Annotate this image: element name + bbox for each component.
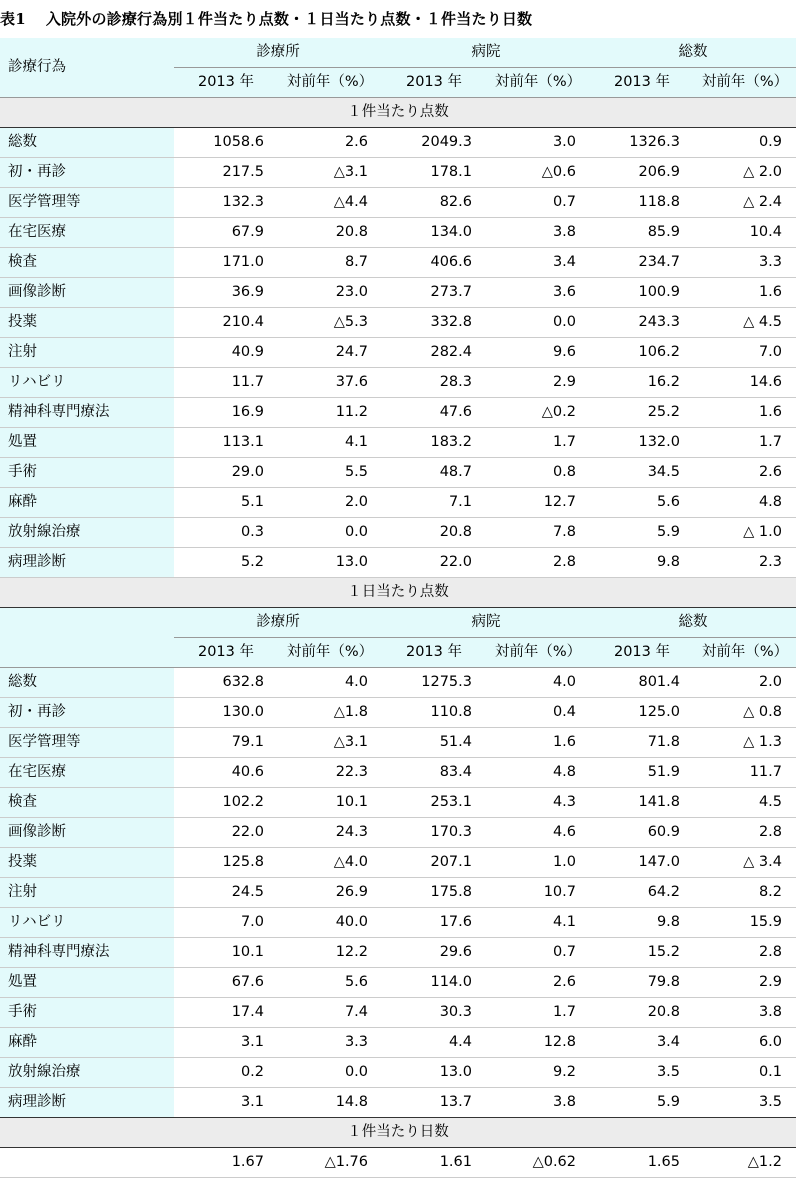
cell-value: 4.4 xyxy=(382,1028,486,1058)
table-row xyxy=(0,368,796,398)
cell-value: 1326.3 xyxy=(590,128,694,158)
cell-value: 8.2 xyxy=(694,878,796,908)
cell-value: 51.9 xyxy=(590,758,694,788)
cell-value: 17.4 xyxy=(174,998,278,1028)
cell-value: 0.8 xyxy=(486,458,590,488)
row-label-empty xyxy=(0,1148,174,1178)
cell-value: 632.8 xyxy=(174,668,278,698)
cell-value: 9.6 xyxy=(486,338,590,368)
row-label: 画像診断 xyxy=(0,818,174,848)
row-label: 病理診断 xyxy=(0,1088,174,1118)
medical-points-table xyxy=(0,38,796,1178)
table-number: 表1 xyxy=(0,10,26,28)
table-row xyxy=(0,488,796,518)
table-row xyxy=(0,998,796,1028)
row-label: 手術 xyxy=(0,998,174,1028)
row-label: 初・再診 xyxy=(0,698,174,728)
section-title: １件当たり日数 xyxy=(0,1118,796,1148)
cell-value: 5.6 xyxy=(590,488,694,518)
cell-value: 20.8 xyxy=(382,518,486,548)
cell-value: 100.9 xyxy=(590,278,694,308)
header-sub-2: 2013 年 xyxy=(382,68,486,98)
cell-value: 0.9 xyxy=(694,128,796,158)
cell-value: 60.9 xyxy=(590,818,694,848)
table-row xyxy=(0,818,796,848)
cell-value: 82.6 xyxy=(382,188,486,218)
cell-value: 9.2 xyxy=(486,1058,590,1088)
cell-value: △1.2 xyxy=(694,1148,796,1178)
header-sub-5: 対前年（%） xyxy=(694,68,796,98)
cell-value: 40.6 xyxy=(174,758,278,788)
cell-value: 0.0 xyxy=(278,518,382,548)
cell-value: 1.6 xyxy=(694,278,796,308)
table-row xyxy=(0,518,796,548)
cell-value: △3.1 xyxy=(278,728,382,758)
cell-value: △ 4.5 xyxy=(694,308,796,338)
table-row xyxy=(0,878,796,908)
cell-value: 22.3 xyxy=(278,758,382,788)
cell-value: 10.7 xyxy=(486,878,590,908)
row-label: 処置 xyxy=(0,968,174,998)
cell-value: 3.1 xyxy=(174,1028,278,1058)
section-title: １件当たり点数 xyxy=(0,98,796,128)
cell-value: 13.7 xyxy=(382,1088,486,1118)
cell-value: 171.0 xyxy=(174,248,278,278)
header-row-groups xyxy=(0,608,796,638)
cell-value: 10.1 xyxy=(174,938,278,968)
cell-value: 134.0 xyxy=(382,218,486,248)
cell-value: △3.1 xyxy=(278,158,382,188)
cell-value: 2.3 xyxy=(694,548,796,578)
table-row xyxy=(0,398,796,428)
cell-value: 10.4 xyxy=(694,218,796,248)
cell-value: △1.76 xyxy=(278,1148,382,1178)
cell-value: 67.9 xyxy=(174,218,278,248)
cell-value: 6.0 xyxy=(694,1028,796,1058)
cell-value: 12.2 xyxy=(278,938,382,968)
cell-value: 3.3 xyxy=(694,248,796,278)
cell-value: 22.0 xyxy=(174,818,278,848)
table-row xyxy=(0,668,796,698)
cell-value: 2.8 xyxy=(694,818,796,848)
cell-value: 332.8 xyxy=(382,308,486,338)
header-sub-1: 対前年（%） xyxy=(278,68,382,98)
table-row xyxy=(0,758,796,788)
table-row xyxy=(0,128,796,158)
table-row xyxy=(0,218,796,248)
cell-value: 132.3 xyxy=(174,188,278,218)
cell-value: 7.8 xyxy=(486,518,590,548)
cell-value: 20.8 xyxy=(278,218,382,248)
cell-value: 132.0 xyxy=(590,428,694,458)
cell-value: 4.0 xyxy=(278,668,382,698)
header-sub-4: 2013 年 xyxy=(590,68,694,98)
cell-value: 114.0 xyxy=(382,968,486,998)
row-label: 投薬 xyxy=(0,308,174,338)
cell-value: 1.6 xyxy=(694,398,796,428)
cell-value: 210.4 xyxy=(174,308,278,338)
cell-value: △0.62 xyxy=(486,1148,590,1178)
table-row xyxy=(0,428,796,458)
cell-value: 30.3 xyxy=(382,998,486,1028)
cell-value: 1.6 xyxy=(486,728,590,758)
cell-value: 207.1 xyxy=(382,848,486,878)
cell-value: 0.7 xyxy=(486,938,590,968)
row-label: 注射 xyxy=(0,338,174,368)
table-row xyxy=(0,308,796,338)
cell-value: 5.6 xyxy=(278,968,382,998)
cell-value: △1.8 xyxy=(278,698,382,728)
cell-value: 4.8 xyxy=(486,758,590,788)
cell-value: 178.1 xyxy=(382,158,486,188)
cell-value: 2.6 xyxy=(486,968,590,998)
row-label: 放射線治療 xyxy=(0,1058,174,1088)
row-label: 検査 xyxy=(0,248,174,278)
cell-value: 24.7 xyxy=(278,338,382,368)
row-label: 病理診断 xyxy=(0,548,174,578)
cell-value: 183.2 xyxy=(382,428,486,458)
header-sub-4: 2013 年 xyxy=(590,638,694,668)
cell-value: 102.2 xyxy=(174,788,278,818)
table-row xyxy=(0,338,796,368)
cell-value: 3.1 xyxy=(174,1088,278,1118)
header-sub-0: 2013 年 xyxy=(174,638,278,668)
header-group-2: 総数 xyxy=(590,608,796,638)
header-group-2: 総数 xyxy=(590,38,796,68)
cell-value: 2.6 xyxy=(278,128,382,158)
cell-value: 2.8 xyxy=(486,548,590,578)
table-title: 入院外の診療行為別１件当たり点数・１日当たり点数・１件当たり日数 xyxy=(45,10,533,28)
cell-value: △ 0.8 xyxy=(694,698,796,728)
cell-value: 85.9 xyxy=(590,218,694,248)
cell-value: △0.2 xyxy=(486,398,590,428)
section-title-row xyxy=(0,578,796,608)
cell-value: 7.0 xyxy=(174,908,278,938)
cell-value: 5.5 xyxy=(278,458,382,488)
cell-value: 0.7 xyxy=(486,188,590,218)
cell-value: 26.9 xyxy=(278,878,382,908)
cell-value: 2.6 xyxy=(694,458,796,488)
row-label: 麻酔 xyxy=(0,1028,174,1058)
cell-value: 51.4 xyxy=(382,728,486,758)
cell-value: 3.0 xyxy=(486,128,590,158)
cell-value: 3.4 xyxy=(590,1028,694,1058)
row-label: 医学管理等 xyxy=(0,728,174,758)
cell-value: 3.4 xyxy=(486,248,590,278)
row-label: 在宅医療 xyxy=(0,758,174,788)
cell-value: 83.4 xyxy=(382,758,486,788)
table-row xyxy=(0,1058,796,1088)
cell-value: 147.0 xyxy=(590,848,694,878)
cell-value: 4.1 xyxy=(486,908,590,938)
cell-value: 24.5 xyxy=(174,878,278,908)
cell-value: 79.1 xyxy=(174,728,278,758)
cell-value: 4.8 xyxy=(694,488,796,518)
table-row xyxy=(0,938,796,968)
table-body xyxy=(0,38,796,1178)
cell-value: 1.65 xyxy=(590,1148,694,1178)
cell-value: 1.7 xyxy=(694,428,796,458)
cell-value: 24.3 xyxy=(278,818,382,848)
cell-value: 47.6 xyxy=(382,398,486,428)
header-group-1: 病院 xyxy=(382,38,590,68)
table-caption xyxy=(0,8,532,30)
cell-value: 48.7 xyxy=(382,458,486,488)
cell-value: △4.4 xyxy=(278,188,382,218)
row-label: 精神科専門療法 xyxy=(0,398,174,428)
cell-value: 79.8 xyxy=(590,968,694,998)
row-label: 総数 xyxy=(0,668,174,698)
cell-value: 4.1 xyxy=(278,428,382,458)
cell-value: 801.4 xyxy=(590,668,694,698)
cell-value: △ 1.0 xyxy=(694,518,796,548)
cell-value: 0.0 xyxy=(486,308,590,338)
cell-value: 3.8 xyxy=(486,1088,590,1118)
cell-value: 253.1 xyxy=(382,788,486,818)
cell-value: 17.6 xyxy=(382,908,486,938)
cell-value: △0.6 xyxy=(486,158,590,188)
header-row-label: 診療行為 xyxy=(0,38,174,98)
cell-value: 8.7 xyxy=(278,248,382,278)
row-label: 投薬 xyxy=(0,848,174,878)
days-per-case-row xyxy=(0,1148,796,1178)
cell-value: 28.3 xyxy=(382,368,486,398)
cell-value: 16.9 xyxy=(174,398,278,428)
cell-value: 9.8 xyxy=(590,908,694,938)
header-group-0: 診療所 xyxy=(174,38,382,68)
table-row xyxy=(0,1088,796,1118)
row-label: 初・再診 xyxy=(0,158,174,188)
cell-value: 5.9 xyxy=(590,1088,694,1118)
cell-value: 0.4 xyxy=(486,698,590,728)
cell-value: 36.9 xyxy=(174,278,278,308)
cell-value: 1.7 xyxy=(486,998,590,1028)
cell-value: 14.6 xyxy=(694,368,796,398)
cell-value: 14.8 xyxy=(278,1088,382,1118)
cell-value: 25.2 xyxy=(590,398,694,428)
header-sub-3: 対前年（%） xyxy=(486,638,590,668)
table-row xyxy=(0,248,796,278)
cell-value: 0.1 xyxy=(694,1058,796,1088)
cell-value: 13.0 xyxy=(278,548,382,578)
cell-value: 3.5 xyxy=(694,1088,796,1118)
row-label: 麻酔 xyxy=(0,488,174,518)
cell-value: 11.2 xyxy=(278,398,382,428)
cell-value: 15.2 xyxy=(590,938,694,968)
cell-value: 125.0 xyxy=(590,698,694,728)
cell-value: 2.9 xyxy=(486,368,590,398)
table-row xyxy=(0,158,796,188)
cell-value: 406.6 xyxy=(382,248,486,278)
cell-value: 1.0 xyxy=(486,848,590,878)
cell-value: 113.1 xyxy=(174,428,278,458)
header-sub-5: 対前年（%） xyxy=(694,638,796,668)
cell-value: 4.5 xyxy=(694,788,796,818)
cell-value: △ 2.4 xyxy=(694,188,796,218)
header-row-label xyxy=(0,608,174,668)
cell-value: 206.9 xyxy=(590,158,694,188)
header-sub-2: 2013 年 xyxy=(382,638,486,668)
table-row xyxy=(0,458,796,488)
header-sub-1: 対前年（%） xyxy=(278,638,382,668)
header-group-1: 病院 xyxy=(382,608,590,638)
row-label: 精神科専門療法 xyxy=(0,938,174,968)
cell-value: △ 1.3 xyxy=(694,728,796,758)
cell-value: 3.3 xyxy=(278,1028,382,1058)
cell-value: 22.0 xyxy=(382,548,486,578)
row-label: 在宅医療 xyxy=(0,218,174,248)
cell-value: 175.8 xyxy=(382,878,486,908)
header-group-0: 診療所 xyxy=(174,608,382,638)
header-row-groups xyxy=(0,38,796,68)
cell-value: 125.8 xyxy=(174,848,278,878)
cell-value: △5.3 xyxy=(278,308,382,338)
cell-value: 1.67 xyxy=(174,1148,278,1178)
cell-value: 67.6 xyxy=(174,968,278,998)
cell-value: 23.0 xyxy=(278,278,382,308)
cell-value: 71.8 xyxy=(590,728,694,758)
cell-value: 20.8 xyxy=(590,998,694,1028)
row-label: リハビリ xyxy=(0,908,174,938)
cell-value: 3.8 xyxy=(694,998,796,1028)
cell-value: 3.5 xyxy=(590,1058,694,1088)
row-label: リハビリ xyxy=(0,368,174,398)
cell-value: 2.9 xyxy=(694,968,796,998)
row-label: 総数 xyxy=(0,128,174,158)
cell-value: 118.8 xyxy=(590,188,694,218)
cell-value: 2049.3 xyxy=(382,128,486,158)
cell-value: 37.6 xyxy=(278,368,382,398)
cell-value: 130.0 xyxy=(174,698,278,728)
cell-value: 4.0 xyxy=(486,668,590,698)
cell-value: 3.8 xyxy=(486,218,590,248)
cell-value: 5.2 xyxy=(174,548,278,578)
cell-value: 1275.3 xyxy=(382,668,486,698)
cell-value: 273.7 xyxy=(382,278,486,308)
row-label: 放射線治療 xyxy=(0,518,174,548)
cell-value: 0.3 xyxy=(174,518,278,548)
cell-value: 12.7 xyxy=(486,488,590,518)
cell-value: 40.0 xyxy=(278,908,382,938)
cell-value: △4.0 xyxy=(278,848,382,878)
cell-value: △ 2.0 xyxy=(694,158,796,188)
cell-value: 4.3 xyxy=(486,788,590,818)
row-label: 処置 xyxy=(0,428,174,458)
cell-value: 4.6 xyxy=(486,818,590,848)
cell-value: 10.1 xyxy=(278,788,382,818)
table-row xyxy=(0,1028,796,1058)
cell-value: 7.0 xyxy=(694,338,796,368)
row-label: 注射 xyxy=(0,878,174,908)
cell-value: 5.1 xyxy=(174,488,278,518)
table-row xyxy=(0,548,796,578)
cell-value: 2.0 xyxy=(694,668,796,698)
cell-value: 15.9 xyxy=(694,908,796,938)
table-row xyxy=(0,968,796,998)
cell-value: 11.7 xyxy=(694,758,796,788)
cell-value: 64.2 xyxy=(590,878,694,908)
row-label: 手術 xyxy=(0,458,174,488)
cell-value: 110.8 xyxy=(382,698,486,728)
cell-value: 7.1 xyxy=(382,488,486,518)
cell-value: 282.4 xyxy=(382,338,486,368)
table-row xyxy=(0,188,796,218)
cell-value: 12.8 xyxy=(486,1028,590,1058)
cell-value: 1058.6 xyxy=(174,128,278,158)
cell-value: 141.8 xyxy=(590,788,694,818)
cell-value: 40.9 xyxy=(174,338,278,368)
cell-value: 16.2 xyxy=(590,368,694,398)
cell-value: 9.8 xyxy=(590,548,694,578)
cell-value: 1.7 xyxy=(486,428,590,458)
header-sub-0: 2013 年 xyxy=(174,68,278,98)
cell-value: 2.0 xyxy=(278,488,382,518)
cell-value: 217.5 xyxy=(174,158,278,188)
table-row xyxy=(0,728,796,758)
row-label: 医学管理等 xyxy=(0,188,174,218)
cell-value: 243.3 xyxy=(590,308,694,338)
cell-value: 3.6 xyxy=(486,278,590,308)
cell-value: 0.0 xyxy=(278,1058,382,1088)
section-title-row xyxy=(0,1118,796,1148)
table-row xyxy=(0,278,796,308)
cell-value: 29.6 xyxy=(382,938,486,968)
cell-value: 170.3 xyxy=(382,818,486,848)
cell-value: 0.2 xyxy=(174,1058,278,1088)
section-title-row xyxy=(0,98,796,128)
cell-value: 234.7 xyxy=(590,248,694,278)
table-row xyxy=(0,788,796,818)
cell-value: 2.8 xyxy=(694,938,796,968)
cell-value: 34.5 xyxy=(590,458,694,488)
cell-value: 29.0 xyxy=(174,458,278,488)
section-title: １日当たり点数 xyxy=(0,578,796,608)
cell-value: △ 3.4 xyxy=(694,848,796,878)
cell-value: 5.9 xyxy=(590,518,694,548)
cell-value: 106.2 xyxy=(590,338,694,368)
cell-value: 1.61 xyxy=(382,1148,486,1178)
cell-value: 11.7 xyxy=(174,368,278,398)
header-sub-3: 対前年（%） xyxy=(486,68,590,98)
cell-value: 13.0 xyxy=(382,1058,486,1088)
cell-value: 7.4 xyxy=(278,998,382,1028)
table-row xyxy=(0,698,796,728)
row-label: 検査 xyxy=(0,788,174,818)
table-row xyxy=(0,908,796,938)
table-row xyxy=(0,848,796,878)
row-label: 画像診断 xyxy=(0,278,174,308)
